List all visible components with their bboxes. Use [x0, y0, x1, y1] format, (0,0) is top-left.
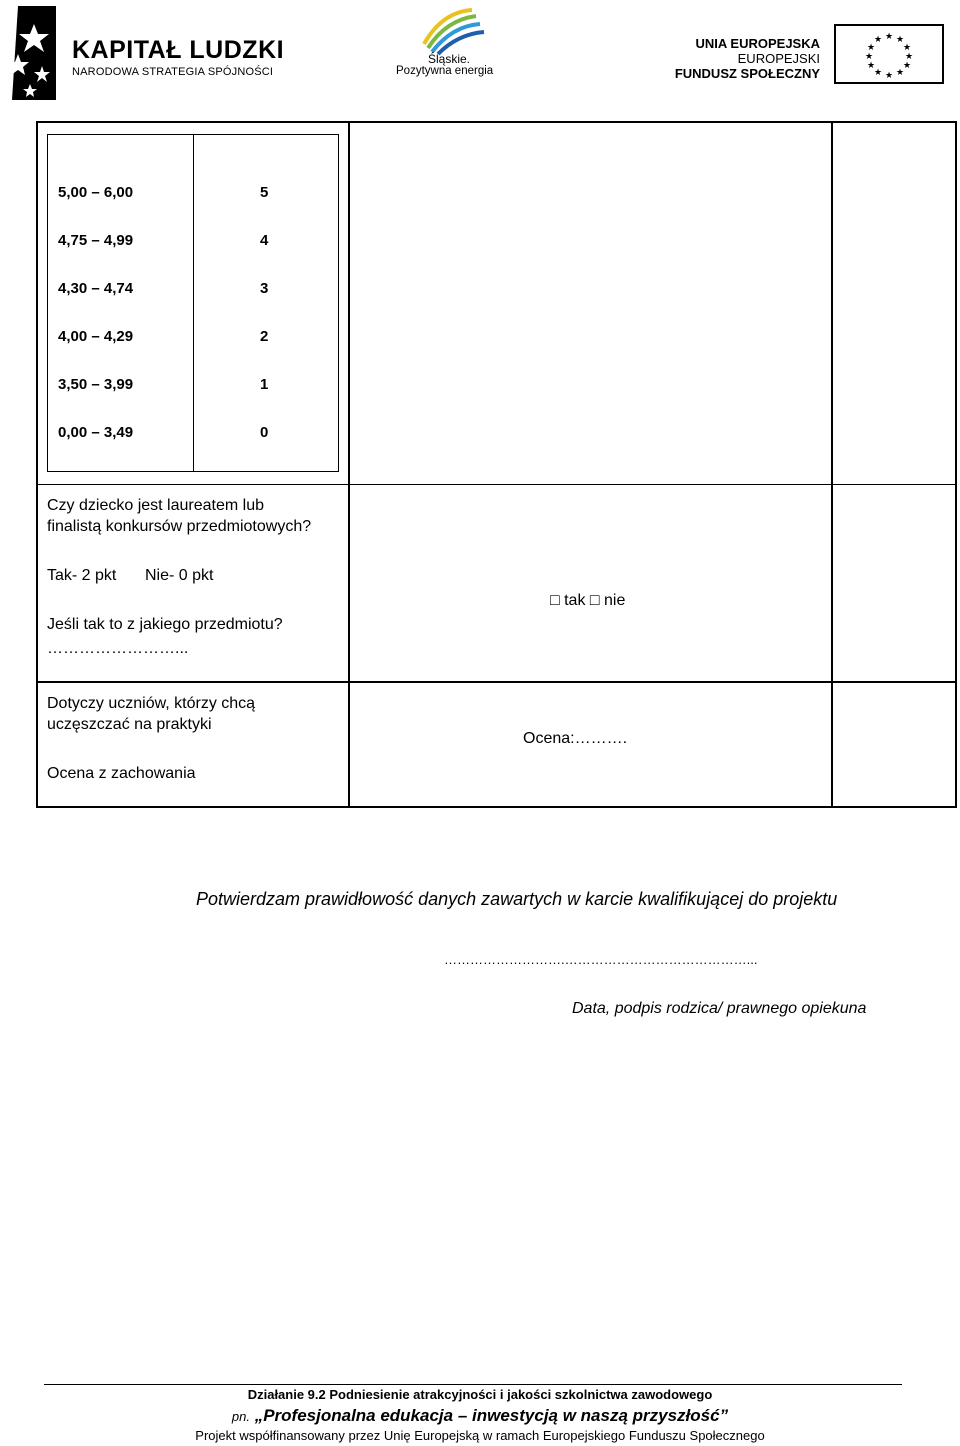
kapital-ludzki-title: KAPITAŁ LUDZKI	[72, 36, 285, 64]
eu-flag-icon	[834, 24, 944, 84]
table-border-col2	[831, 121, 833, 808]
table-border-left	[36, 121, 38, 808]
svg-text:★: ★	[902, 61, 912, 71]
table-border-right	[955, 121, 957, 808]
table-border-col1	[348, 121, 350, 808]
ue-line-1: UNIA EUROPEJSKA	[695, 36, 820, 51]
practice-note-line-2: uczęszczać na praktyki	[47, 716, 212, 733]
footer-project-title: „Profesjonalna edukacja – inwestycją w naszą przyszłość”	[249, 1406, 729, 1425]
laureate-yes-no-checkboxes[interactable]: □ tak □ nie	[550, 592, 626, 609]
grade-range-2: 4,75 – 4,99	[58, 232, 134, 249]
svg-text:★: ★	[866, 43, 876, 53]
grade-range-3: 4,30 – 4,74	[58, 280, 134, 297]
laureate-yes-points: Tak- 2 pkt	[47, 567, 117, 584]
grade-points-5: 1	[260, 376, 269, 393]
svg-text:★: ★	[873, 68, 883, 78]
slaskie-title: Śląskie.	[428, 52, 471, 66]
svg-text:★: ★	[904, 52, 914, 62]
footer-divider	[44, 1384, 902, 1385]
footer-project-prefix: pn.	[231, 1409, 250, 1424]
footer-action-line: Działanie 9.2 Podniesienie atrakcyjności i jakości szkolnictwa zawodowego	[247, 1387, 713, 1402]
grade-table-divider	[193, 135, 194, 471]
grade-range-5: 3,50 – 3,99	[58, 376, 134, 393]
laureate-subject-question: Jeśli tak to z jakiego przedmiotu?	[47, 616, 283, 633]
svg-text:★: ★	[866, 61, 876, 71]
svg-text:★: ★	[902, 43, 912, 53]
signature-field[interactable]: ……………………….……………………………………...	[444, 952, 758, 967]
grade-points-6: 0	[260, 424, 269, 441]
slaskie-subtitle: Pozytywna energia	[396, 65, 494, 77]
svg-text:★: ★	[873, 35, 883, 45]
grade-points-3: 3	[260, 280, 269, 297]
laureate-question-line-2: finalistą konkursów przedmiotowych?	[47, 518, 312, 535]
svg-text:★: ★	[895, 68, 905, 78]
confirmation-statement: Potwierdzam prawidłowość danych zawartych w karcie kwalifikującej do projektu	[196, 889, 838, 909]
svg-text:★: ★	[895, 35, 905, 45]
grade-points-4: 2	[260, 328, 269, 345]
grade-points-2: 4	[260, 232, 269, 249]
ue-text-block	[666, 36, 820, 81]
svg-text:★: ★	[864, 52, 874, 62]
signature-label: Data, podpis rodzica/ prawnego opiekuna	[572, 1000, 867, 1017]
grade-range-6: 0,00 – 3,49	[58, 424, 134, 441]
kapital-ludzki-subtitle: NARODOWA STRATEGIA SPÓJNOŚCI	[72, 66, 274, 78]
table-border-bottom	[36, 806, 957, 808]
table-border-row1	[36, 484, 957, 485]
ue-line-2: EUROPEJSKI	[737, 51, 820, 66]
grade-points-1: 5	[260, 184, 269, 201]
table-border-row2	[36, 681, 957, 683]
grade-range-1: 5,00 – 6,00	[58, 184, 134, 201]
ue-line-3: FUNDUSZ SPOŁECZNY	[674, 66, 820, 81]
behavior-grade-label: Ocena z zachowania	[47, 765, 196, 782]
behavior-grade-field[interactable]: Ocena:……….	[523, 730, 628, 747]
svg-text:★: ★	[884, 71, 894, 81]
table-border-top	[36, 121, 957, 123]
laureate-question-line-1: Czy dziecko jest laureatem lub	[47, 497, 264, 514]
svg-text:★: ★	[884, 32, 894, 42]
footer-project-name	[0, 1406, 960, 1426]
grade-range-4: 4,00 – 4,29	[58, 328, 134, 345]
practice-note-line-1: Dotyczy uczniów, którzy chcą	[47, 695, 256, 712]
footer-cofinancing-line: Projekt współfinansowany przez Unię Europejską w ramach Europejskiego Funduszu Społecznego	[195, 1428, 765, 1443]
laureate-subject-dots[interactable]: ……………………...	[47, 640, 189, 657]
laureate-no-points: Nie- 0 pkt	[145, 567, 214, 584]
